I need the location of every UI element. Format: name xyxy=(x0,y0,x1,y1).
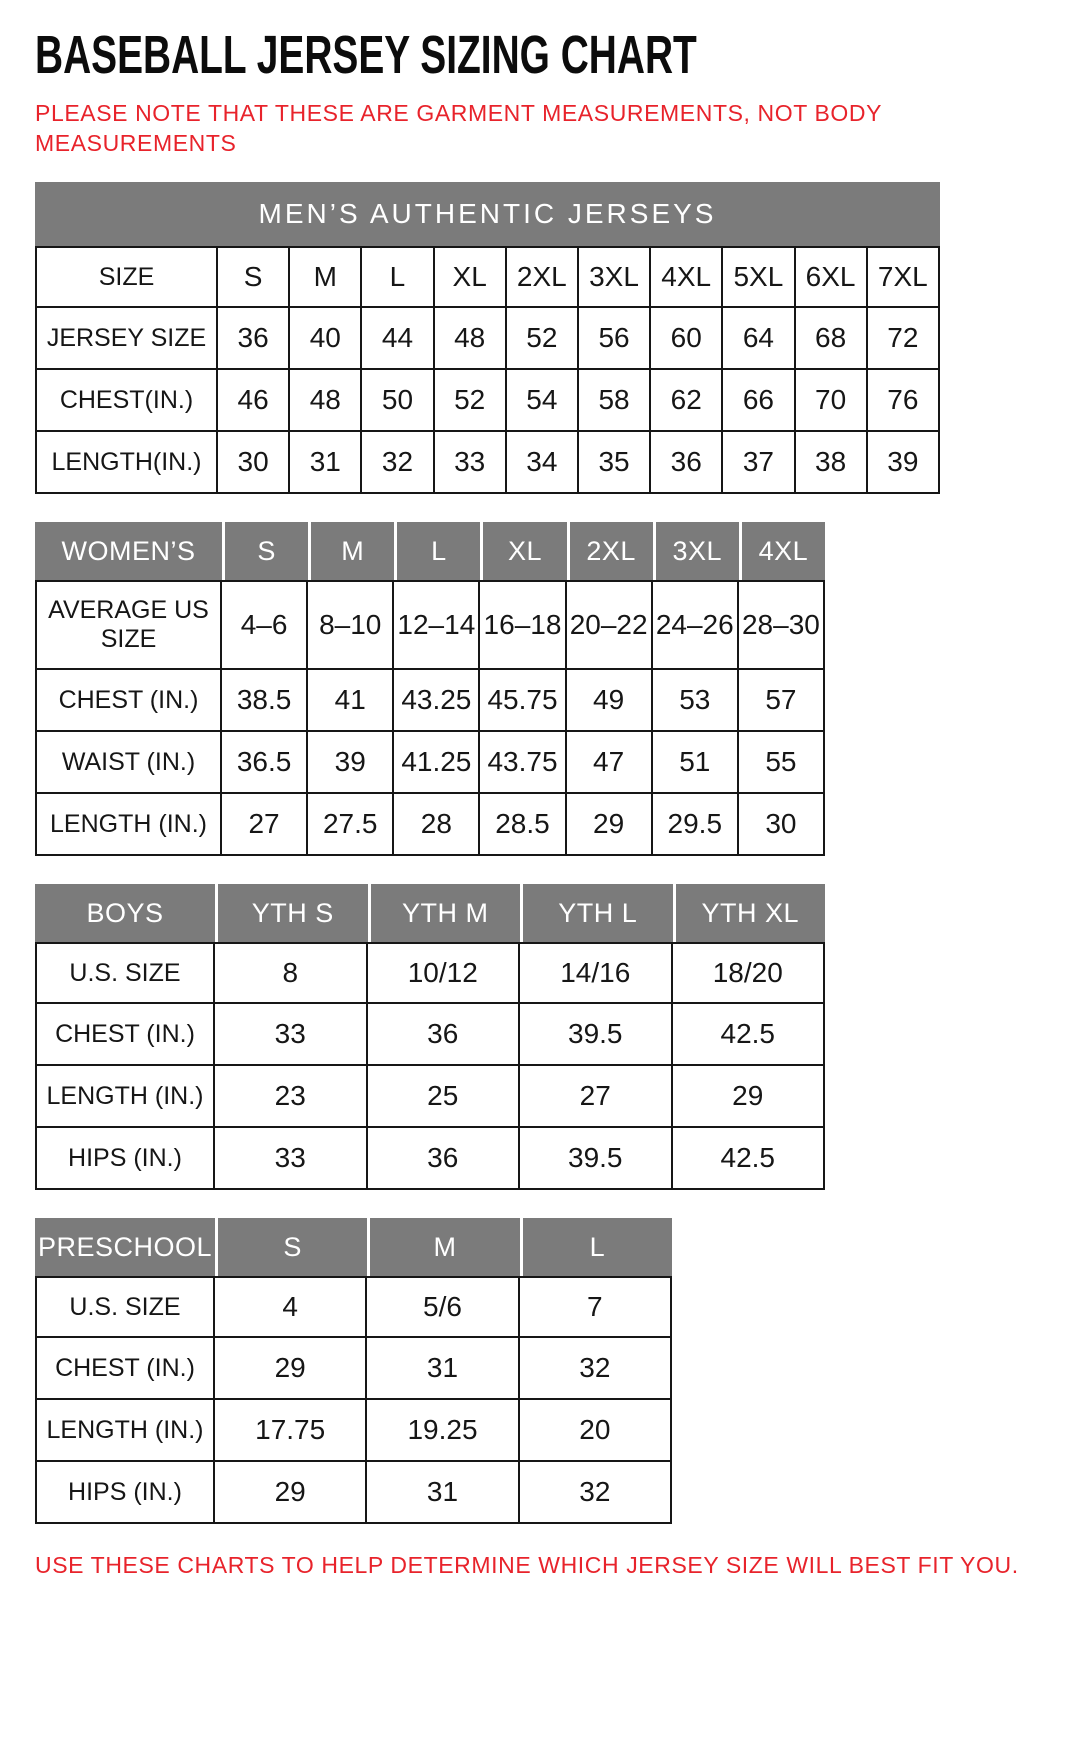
cell: 45.75 xyxy=(480,670,566,732)
cell: 66 xyxy=(723,370,795,432)
table-row xyxy=(35,1004,825,1066)
cell: 58 xyxy=(579,370,651,432)
table-row xyxy=(35,732,825,794)
cell: 39 xyxy=(308,732,394,794)
cell: 8–10 xyxy=(308,580,394,670)
column-header: S xyxy=(215,1218,367,1276)
cell: 42.5 xyxy=(673,1128,826,1190)
cell: 60 xyxy=(651,308,723,370)
cell: 62 xyxy=(651,370,723,432)
table-row xyxy=(35,1400,672,1462)
cell: M xyxy=(290,246,362,308)
cell: 3XL xyxy=(579,246,651,308)
cell: 43.25 xyxy=(394,670,480,732)
cell: 39.5 xyxy=(520,1128,673,1190)
womens-section xyxy=(35,522,1042,856)
cell: 27.5 xyxy=(308,794,394,856)
row-label: JERSEY SIZE xyxy=(35,308,218,370)
cell: 49 xyxy=(567,670,653,732)
mens-size-table xyxy=(35,246,940,494)
cell: 24–26 xyxy=(653,580,739,670)
cell: 6XL xyxy=(796,246,868,308)
cell: 32 xyxy=(362,432,434,494)
cell: 32 xyxy=(520,1338,672,1400)
cell: 16–18 xyxy=(480,580,566,670)
cell: 28–30 xyxy=(739,580,825,670)
table-row xyxy=(35,670,825,732)
cell: 56 xyxy=(579,308,651,370)
cell: 51 xyxy=(653,732,739,794)
cell: 18/20 xyxy=(673,942,826,1004)
page-title: BASEBALL JERSEY SIZING CHART xyxy=(35,25,697,85)
cell: 17.75 xyxy=(215,1400,367,1462)
cell: 42.5 xyxy=(673,1004,826,1066)
mens-section xyxy=(35,182,1042,494)
cell: 53 xyxy=(653,670,739,732)
cell: S xyxy=(218,246,290,308)
cell: 2XL xyxy=(507,246,579,308)
table-row xyxy=(35,432,940,494)
cell: 39 xyxy=(868,432,940,494)
table-row xyxy=(35,1338,672,1400)
row-label: CHEST (IN.) xyxy=(35,1004,215,1066)
cell: 35 xyxy=(579,432,651,494)
cell: 5XL xyxy=(723,246,795,308)
cell: 50 xyxy=(362,370,434,432)
column-header: L xyxy=(394,522,480,580)
row-label: LENGTH (IN.) xyxy=(35,1400,215,1462)
cell: 28.5 xyxy=(480,794,566,856)
cell: 37 xyxy=(723,432,795,494)
cell: 12–14 xyxy=(394,580,480,670)
row-label: U.S. SIZE xyxy=(35,1276,215,1338)
cell: 41.25 xyxy=(394,732,480,794)
row-label: CHEST(IN.) xyxy=(35,370,218,432)
row-label: CHEST (IN.) xyxy=(35,670,222,732)
cell: XL xyxy=(435,246,507,308)
cell: 23 xyxy=(215,1066,368,1128)
column-header: YTH L xyxy=(520,884,673,942)
column-header: BOYS xyxy=(35,884,215,942)
table-row xyxy=(35,1066,825,1128)
table-row xyxy=(35,794,825,856)
cell: 64 xyxy=(723,308,795,370)
cell: 41 xyxy=(308,670,394,732)
cell: 36.5 xyxy=(222,732,308,794)
cell: 29 xyxy=(673,1066,826,1128)
row-label: SIZE xyxy=(35,246,218,308)
cell: 5/6 xyxy=(367,1276,519,1338)
column-header: 4XL xyxy=(739,522,825,580)
cell: 46 xyxy=(218,370,290,432)
cell: 39.5 xyxy=(520,1004,673,1066)
table-header-row xyxy=(35,1218,672,1276)
cell: 76 xyxy=(868,370,940,432)
preschool-section xyxy=(35,1218,1042,1524)
cell: 33 xyxy=(435,432,507,494)
cell: 33 xyxy=(215,1128,368,1190)
cell: 33 xyxy=(215,1004,368,1066)
cell: 27 xyxy=(520,1066,673,1128)
cell: 8 xyxy=(215,942,368,1004)
row-label: HIPS (IN.) xyxy=(35,1128,215,1190)
row-label: HIPS (IN.) xyxy=(35,1462,215,1524)
column-header: YTH S xyxy=(215,884,368,942)
cell: 48 xyxy=(435,308,507,370)
measurement-note: PLEASE NOTE THAT THESE ARE GARMENT MEASUREMENTS, NOT BODY MEASUREMENTS xyxy=(35,100,882,156)
column-header: YTH M xyxy=(368,884,521,942)
cell: L xyxy=(362,246,434,308)
table-row xyxy=(35,1462,672,1524)
cell: 68 xyxy=(796,308,868,370)
column-header: WOMEN’S xyxy=(35,522,222,580)
cell: 36 xyxy=(368,1128,521,1190)
cell: 20 xyxy=(520,1400,672,1462)
row-label: LENGTH(IN.) xyxy=(35,432,218,494)
cell: 29 xyxy=(215,1462,367,1524)
cell: 19.25 xyxy=(367,1400,519,1462)
cell: 32 xyxy=(520,1462,672,1524)
cell: 52 xyxy=(435,370,507,432)
cell: 7XL xyxy=(868,246,940,308)
column-header: PRESCHOOL xyxy=(35,1218,215,1276)
cell: 54 xyxy=(507,370,579,432)
cell: 48 xyxy=(290,370,362,432)
cell: 47 xyxy=(567,732,653,794)
column-header: M xyxy=(367,1218,519,1276)
cell: 52 xyxy=(507,308,579,370)
cell: 31 xyxy=(367,1338,519,1400)
cell: 43.75 xyxy=(480,732,566,794)
cell: 38 xyxy=(796,432,868,494)
cell: 36 xyxy=(218,308,290,370)
cell: 10/12 xyxy=(368,942,521,1004)
table-row xyxy=(35,942,825,1004)
table-row xyxy=(35,1128,825,1190)
cell: 29 xyxy=(215,1338,367,1400)
footer-note: USE THESE CHARTS TO HELP DETERMINE WHICH JERSEY SIZE WILL BEST FIT YOU. xyxy=(35,1552,1019,1578)
column-header: 2XL xyxy=(567,522,653,580)
cell: 70 xyxy=(796,370,868,432)
cell: 14/16 xyxy=(520,942,673,1004)
cell: 36 xyxy=(368,1004,521,1066)
cell: 29.5 xyxy=(653,794,739,856)
column-header: 3XL xyxy=(653,522,739,580)
cell: 57 xyxy=(739,670,825,732)
row-label: LENGTH (IN.) xyxy=(35,1066,215,1128)
cell: 4–6 xyxy=(222,580,308,670)
cell: 7 xyxy=(520,1276,672,1338)
womens-size-table xyxy=(35,522,825,856)
table-row xyxy=(35,370,940,432)
cell: 25 xyxy=(368,1066,521,1128)
table-row xyxy=(35,246,940,308)
boys-section xyxy=(35,884,1042,1190)
cell: 36 xyxy=(651,432,723,494)
cell: 4XL xyxy=(651,246,723,308)
cell: 44 xyxy=(362,308,434,370)
cell: 29 xyxy=(567,794,653,856)
row-label: CHEST (IN.) xyxy=(35,1338,215,1400)
cell: 38.5 xyxy=(222,670,308,732)
table-row xyxy=(35,1276,672,1338)
preschool-size-table xyxy=(35,1218,672,1524)
cell: 34 xyxy=(507,432,579,494)
column-header: L xyxy=(520,1218,672,1276)
table-row xyxy=(35,308,940,370)
cell: 72 xyxy=(868,308,940,370)
column-header: M xyxy=(308,522,394,580)
row-label: WAIST (IN.) xyxy=(35,732,222,794)
cell: 55 xyxy=(739,732,825,794)
column-header: XL xyxy=(480,522,566,580)
cell: 4 xyxy=(215,1276,367,1338)
mens-banner: MEN’S AUTHENTIC JERSEYS xyxy=(35,182,940,246)
column-header: YTH XL xyxy=(673,884,826,942)
table-header-row xyxy=(35,884,825,942)
column-header: S xyxy=(222,522,308,580)
row-label: U.S. SIZE xyxy=(35,942,215,1004)
row-label: LENGTH (IN.) xyxy=(35,794,222,856)
table-header-row xyxy=(35,522,825,580)
table-row xyxy=(35,580,825,670)
cell: 30 xyxy=(218,432,290,494)
cell: 40 xyxy=(290,308,362,370)
cell: 31 xyxy=(290,432,362,494)
cell: 31 xyxy=(367,1462,519,1524)
boys-size-table xyxy=(35,884,825,1190)
cell: 30 xyxy=(739,794,825,856)
row-label: AVERAGE US SIZE xyxy=(35,580,222,670)
cell: 27 xyxy=(222,794,308,856)
cell: 28 xyxy=(394,794,480,856)
cell: 20–22 xyxy=(567,580,653,670)
